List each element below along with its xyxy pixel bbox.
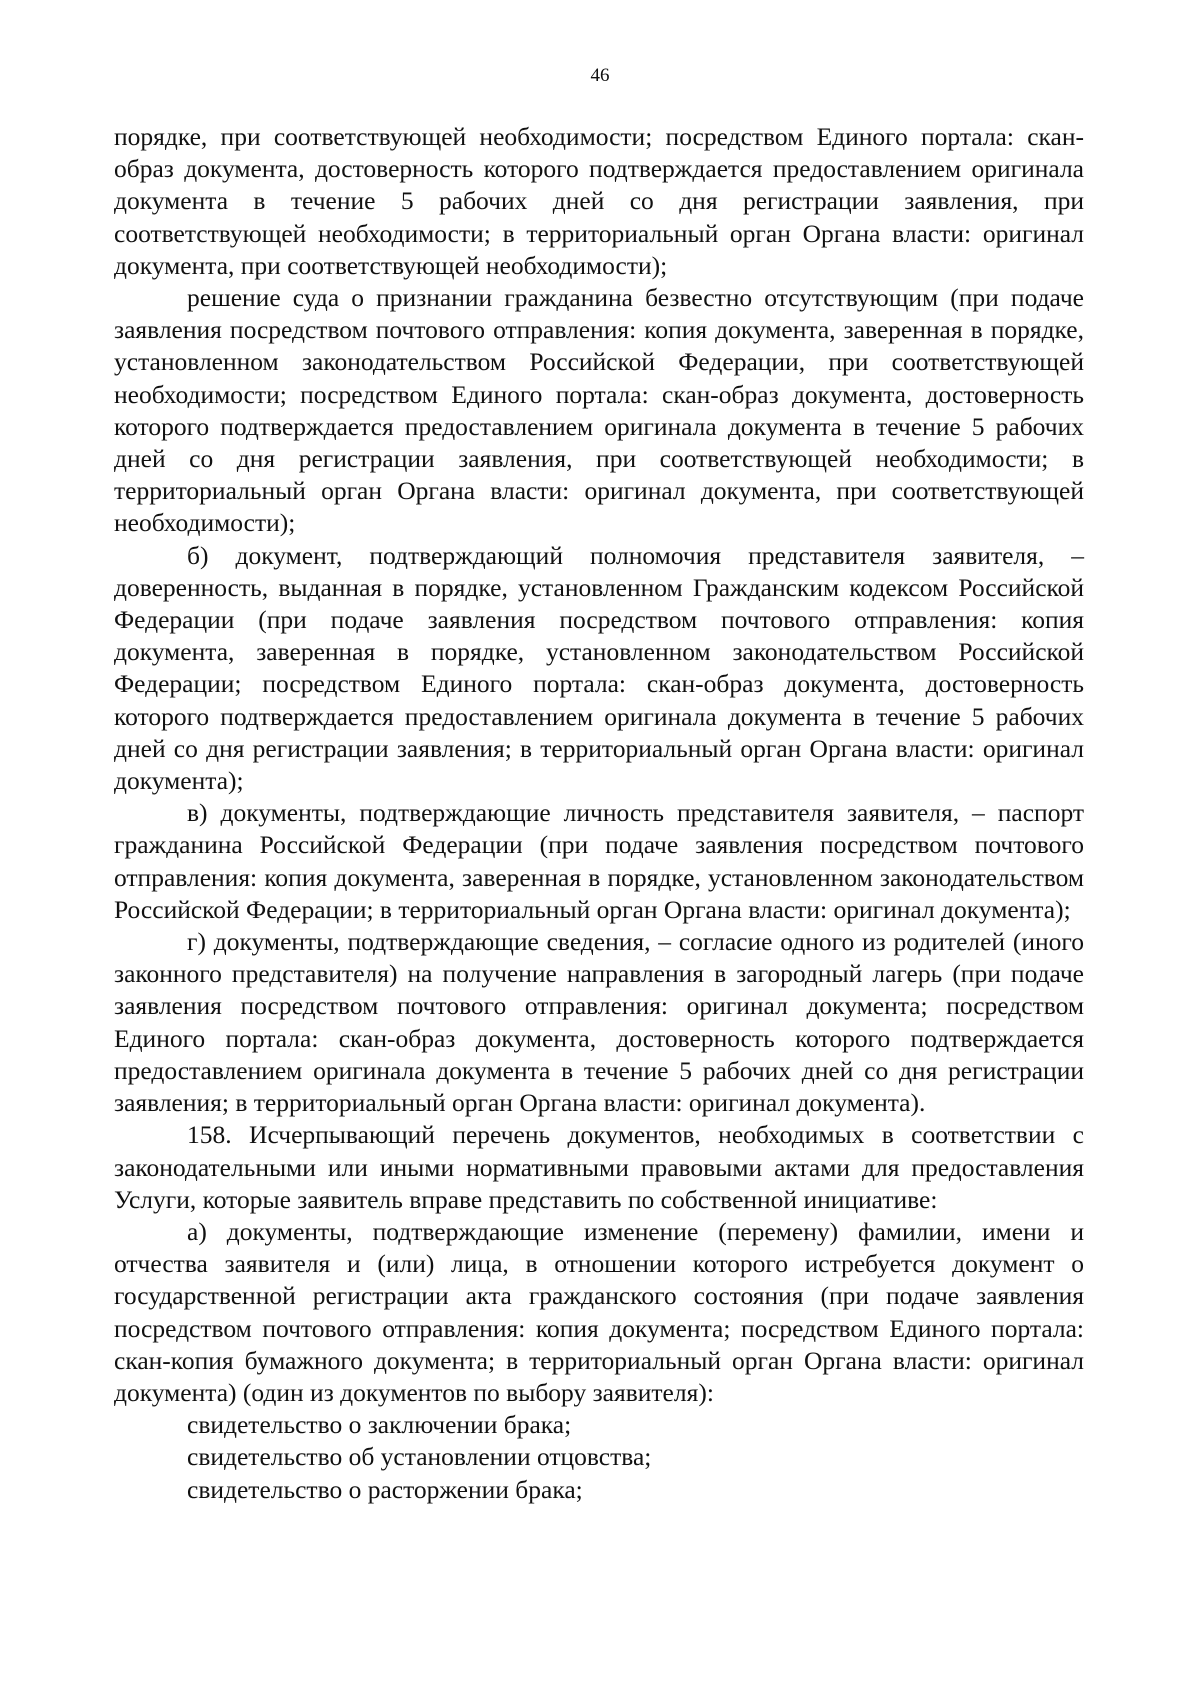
paragraph-item-b: б) документ, подтверждающий полномочия представителя заявителя, – доверенность, выданная в порядке, установленном Гражданским кодексом Российской Федерации (при подаче заявления посредством почтового отправления: копия документа, заверенная в порядке, установленном законодательством Российской Федерации; посредством Единого портала: скан-образ документа, достоверность которого подтверждается предоставлением оригинала документа в течение 5 рабочих дней со дня регистрации заявления; в территориальный орган Органа власти: оригинал документа);: [114, 540, 1084, 796]
list-item-paternity-certificate: свидетельство об установлении отцовства;: [187, 1442, 652, 1472]
paragraph-item-g: г) документы, подтверждающие сведения, – согласие одного из родителей (иного законного представителя) на получение направления в загородный лагерь (при подаче заявления посредством почтового отправления: оригинал документа; посредством Единого портала: скан-образ документа, достоверность которого подтверждается предоставлением оригинала документа в течение 5 рабочих дней со дня регистрации заявления; в территориальный орган Органа власти: оригинал документа).: [114, 927, 1084, 1118]
paragraph-item-v: в) документы, подтверждающие личность представителя заявителя, – паспорт гражданина Российской Федерации (при подаче заявления посредством почтового отправления: копия документа, заверенная в порядке, установленном законодательством Российской Федерации; в территориальный орган Органа власти: оригинал документа);: [114, 798, 1084, 924]
list-item-divorce-certificate: свидетельство о расторжении брака;: [187, 1474, 583, 1504]
paragraph-continuation: порядке, при соответствующей необходимости; посредством Единого портала: скан-образ документа, достоверность которого подтверждается предоставлением оригинала документа в течение 5 рабочих дней со дня регистрации заявления, при соответствующей необходимости; в территориальный орган Органа власти: оригинал документа, при соответствующей необходимости);: [114, 122, 1084, 280]
paragraph-court-decision: решение суда о признании гражданина безвестно отсутствующим (при подаче заявления посредством почтового отправления: копия документа, заверенная в порядке, установленном законодательством Российской Федерации, при соответствующей необходимости; посредством Единого портала: скан-образ документа, достоверность которого подтверждается предоставлением оригинала документа в течение 5 рабочих дней со дня регистрации заявления, при соответствующей необходимости; в территориальный орган Органа власти: оригинал документа, при соответствующей необходимости);: [114, 283, 1084, 538]
page-number: 46: [590, 65, 610, 86]
paragraph-section-158: 158. Исчерпывающий перечень документов, необходимых в соответствии с законодательными или иными нормативными правовыми актами для предоставления Услуги, которые заявитель вправе представить по собственной инициативе:: [114, 1120, 1084, 1214]
list-item-marriage-certificate: свидетельство о заключении брака;: [187, 1410, 572, 1440]
document-body: [114, 121, 1084, 1506]
paragraph-item-a: а) документы, подтверждающие изменение (перемену) фамилии, имени и отчества заявителя и (или) лица, в отношении которого истребуется документ о государственной регистрации акта гражданского состояния (при подаче заявления посредством почтового отправления: копия документа; посредством Единого портала: скан-копия бумажного документа; в территориальный орган Органа власти: оригинал документа) (один из документов по выбору заявителя):: [114, 1216, 1084, 1407]
